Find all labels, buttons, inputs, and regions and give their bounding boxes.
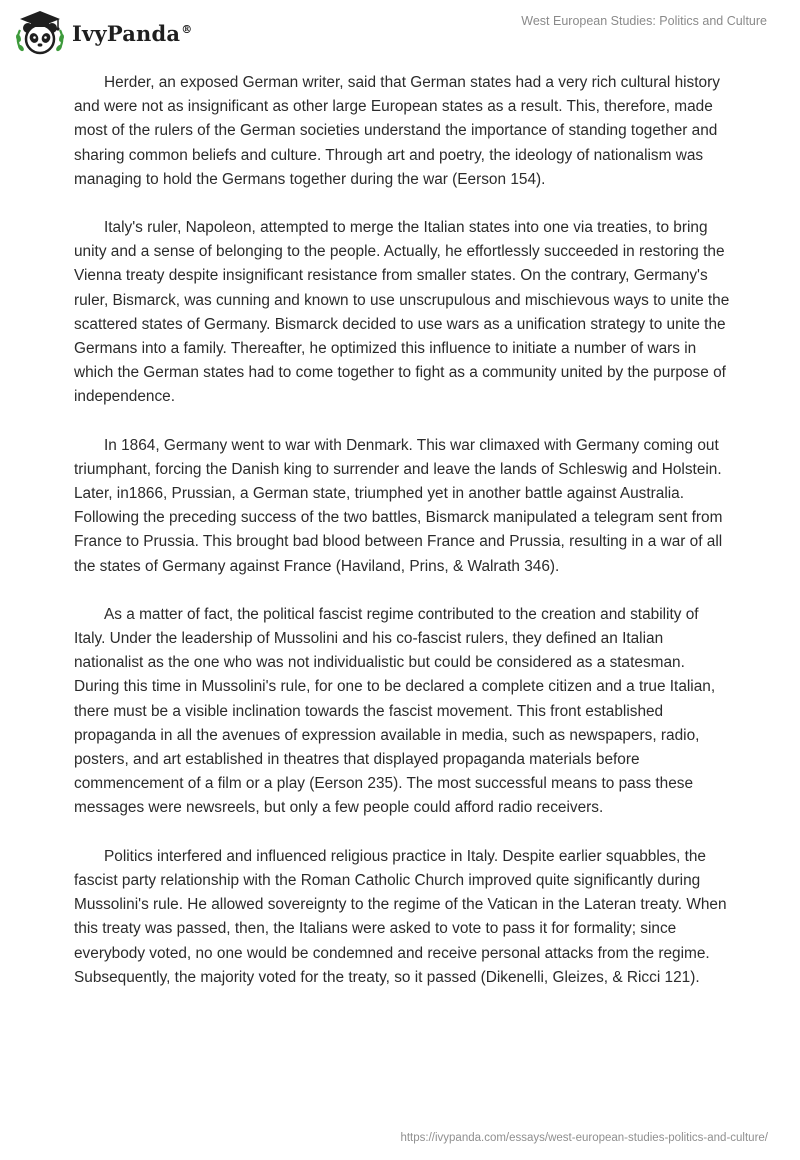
paragraph: Herder, an exposed German writer, said that German states had a very rich cultural history and were not as insignificant as other large European states as a result. This, therefore, made most of the rulers of the German societies understand the importance of standing together and sharing common beliefs and culture. Through art and poetry, the ideology of nationalism was managing to hold the Germans together during the war (Eerson 154). — [74, 74, 720, 188]
essay-body — [74, 71, 734, 1014]
panda-graduate-icon — [14, 8, 66, 58]
source-url[interactable]: https://ivypanda.com/essays/west-european-studies-politics-and-culture/ — [400, 1132, 768, 1144]
paragraph: In 1864, Germany went to war with Denmark. This war climaxed with Germany coming out triumphant, forcing the Danish king to surrender and leave the lands of Schleswig and Holstein. Later, in1866, Prussian, a German state, triumphed yet in another battle against Australia. Following the preceding success of the two battles, Bismarck manipulated a telegram sent from France to Prussia. This brought bad blood between France and Prussia, resulting in a war of all the states of Germany against France (Haviland, Prins, & Walrath 346). — [74, 436, 723, 575]
registered-mark: ® — [181, 22, 193, 36]
brand-name: IvyPanda® — [72, 20, 193, 46]
running-title: West European Studies: Politics and Culture — [521, 14, 767, 28]
ivypanda-logo[interactable] — [14, 8, 192, 58]
paragraph: Politics interfered and influenced religious practice in Italy. Despite earlier squabbles, the fascist party relationship with the Roman Catholic Church improved quite significantly during Mussolini's rule. He allowed sovereignty to the regime of the Vatican in the Lateran treaty. When this treaty was passed, then, the Italians were asked to vote to pass it for formality; since everybody voted, no one would be condemned and receive personal attacks from the regime. Subsequently, the majority voted for the treaty, so it passed (Dikenelli, Gleizes, & Ricci 121). — [74, 847, 727, 986]
page-header — [0, 0, 800, 70]
paragraph: Italy's ruler, Napoleon, attempted to merge the Italian states into one via treaties, to bring unity and a sense of belonging to the people. Actually, he effortlessly succeeded in restoring the Vienna treaty despite insignificant resistance from smaller states. On the contrary, Germany's ruler, Bismarck, was cunning and known to use unscrupulous and mischievous ways to unite the scattered states of Germany. Bismarck decided to use wars as a unification strategy to unite the Germans into a family. Thereafter, he optimized this influence to initiate a number of wars in which the German states had to come together to fight as a community united by the purpose of independence. — [74, 219, 730, 406]
paragraph: As a matter of fact, the political fascist regime contributed to the creation and stability of Italy. Under the leadership of Mussolini and his co-fascist rulers, they defined an Italian nationalist as the one who was not individualistic but could be considered as a statesman. During this time in Mussolini's rule, for one to be declared a complete citizen and a true Italian, there must be a visible inclination towards the fascist movement. This front established propaganda in all the avenues of expression available in media, such as newspapers, radio, posters, and art established in theatres that displayed propaganda materials before commencement of a film or a play (Eerson 235). The most successful means to pass these messages were newsreels, but only a few people could afford radio receivers. — [74, 605, 716, 817]
